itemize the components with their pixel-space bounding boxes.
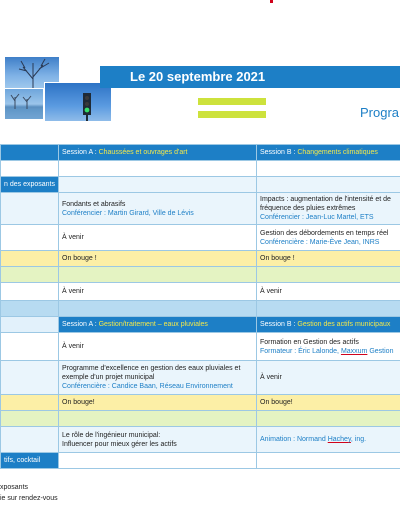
session-label: Session B : (260, 321, 296, 328)
cell (59, 301, 257, 317)
cell: On bouge! (59, 395, 257, 411)
cell (257, 427, 400, 453)
table-row (1, 301, 400, 317)
cell (59, 453, 257, 469)
session-a-header (59, 317, 257, 333)
talk-title: Le rôle de l'ingénieur municipal: (62, 431, 161, 439)
time-cell (1, 361, 59, 395)
speaker (260, 347, 397, 356)
program-title: Progra (360, 105, 400, 120)
speaker: Conférencière : Marie-Ève Jean, INRS (260, 238, 380, 246)
time-cell (1, 267, 59, 283)
table-row (1, 283, 400, 301)
table-row (1, 361, 400, 395)
cell: On bouge! (257, 395, 400, 411)
speaker: Conférencier : Martin Girard, Ville de Lévis (62, 209, 194, 217)
cell (59, 427, 257, 453)
talk-title: fréquence des pluies extrêmes (260, 205, 356, 212)
cell: À venir (59, 283, 257, 301)
time-cell (1, 193, 59, 225)
speaker-name: Formateur : Éric Lalonde, (260, 347, 341, 355)
cell (59, 193, 257, 225)
red-mark (270, 0, 273, 3)
cell (257, 267, 400, 283)
cell: On bouge ! (59, 251, 257, 267)
date-banner: Le 20 septembre 2021 (100, 66, 400, 88)
cell (59, 161, 257, 177)
cell (59, 267, 257, 283)
cell: On bouge ! (257, 251, 400, 267)
table-row (1, 453, 400, 469)
cell (59, 361, 257, 395)
time-cell (1, 225, 59, 251)
cell: À venir (257, 361, 400, 395)
session-title: Changements climatiques (297, 149, 378, 156)
cell (257, 411, 400, 427)
talk-title: Influencer pour mieux gérer les actifs (62, 440, 177, 448)
table-row (1, 225, 400, 251)
footer-note: xposants (0, 484, 29, 491)
table-row (1, 177, 400, 193)
table-row (1, 251, 400, 267)
speaker-company: Maxxum (340, 347, 368, 355)
cell: À venir (59, 333, 257, 361)
table-row (1, 411, 400, 427)
host-suffix: , ing. (350, 436, 367, 443)
cell: À venir (257, 283, 400, 301)
footer-note: ie sur rendez-vous (0, 495, 58, 502)
traffic-light-photo (44, 82, 112, 122)
time-cell (1, 395, 59, 411)
talk-title: exemple d'un projet municipal (62, 374, 155, 381)
time-cell (1, 317, 59, 333)
cell (257, 193, 400, 225)
session-b-header (257, 317, 400, 333)
speaker: Conférencier : Jean-Luc Martel, ETS (260, 214, 374, 221)
time-cell (1, 301, 59, 317)
host-name: Hachey (327, 436, 351, 443)
table-row (1, 317, 400, 333)
time-cell: n des exposants (1, 177, 59, 193)
time-cell: tifs, cocktail (1, 453, 59, 469)
speaker: Conférencière : Candice Baan, Réseau Environnement (62, 383, 233, 390)
decorative-green-bar (198, 111, 266, 118)
time-cell (1, 333, 59, 361)
table-row (1, 145, 400, 161)
session-title: Chaussées et ouvrages d'art (98, 149, 188, 156)
host: Animation : Normand (260, 436, 328, 443)
cell (257, 225, 400, 251)
session-label: Session A : (62, 321, 97, 328)
session-a-header (59, 145, 257, 161)
speaker-suffix: Gestion (367, 347, 394, 355)
cell (59, 177, 257, 193)
schedule-table (0, 144, 400, 469)
table-row (1, 161, 400, 177)
talk-title: Gestion des débordements en temps réel (260, 229, 389, 237)
talk-title: Programme d'excellence en gestion des eaux pluviales et (62, 365, 241, 372)
cell (257, 161, 400, 177)
cell (257, 301, 400, 317)
time-cell (1, 161, 59, 177)
lake-photo (4, 88, 44, 120)
talk-title: Impacts : augmentation de l'intensité et de (260, 196, 391, 203)
cell (257, 177, 400, 193)
table-row (1, 395, 400, 411)
session-title: Gestion/traitement – eaux pluviales (98, 321, 208, 328)
session-label: Session B : (260, 149, 296, 156)
cell: À venir (59, 225, 257, 251)
cell (257, 333, 400, 361)
table-row (1, 333, 400, 361)
talk-title: Fondants et abrasifs (62, 200, 126, 208)
session-b-header (257, 145, 400, 161)
time-cell (1, 411, 59, 427)
time-cell (1, 251, 59, 267)
cell (59, 411, 257, 427)
talk-title: Formation en Gestion des actifs (260, 338, 359, 346)
session-title: Gestion des actifs municipaux (297, 321, 391, 328)
decorative-green-bar (198, 98, 266, 105)
table-row (1, 427, 400, 453)
session-label: Session A : (62, 149, 97, 156)
cell (257, 453, 400, 469)
time-cell (1, 283, 59, 301)
time-cell (1, 145, 59, 161)
time-cell (1, 427, 59, 453)
table-row (1, 267, 400, 283)
table-row (1, 193, 400, 225)
